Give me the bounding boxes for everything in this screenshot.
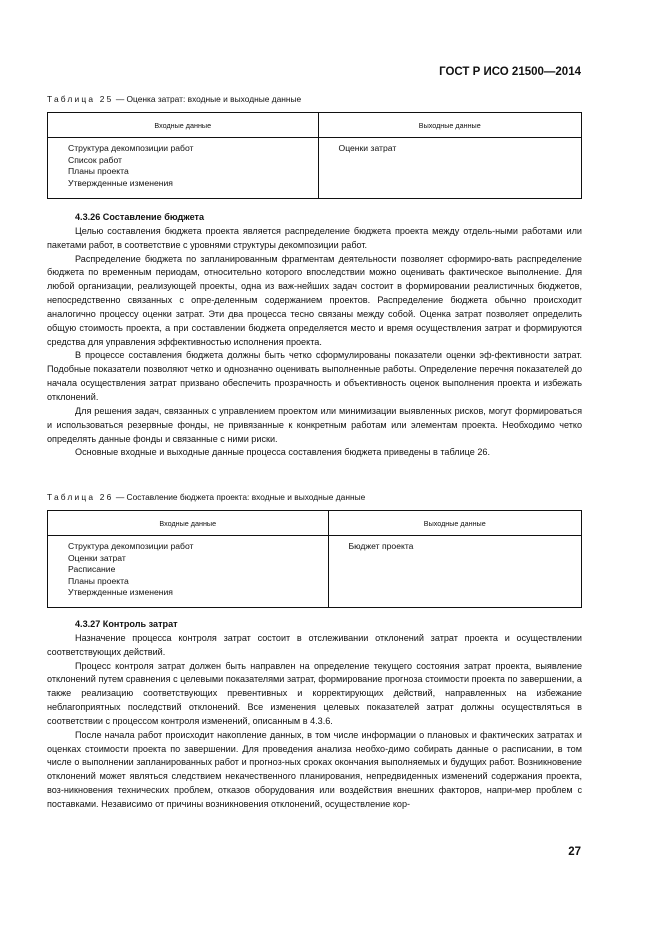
list-item: Оценки затрат [68, 552, 126, 563]
list-item: Утвержденные изменения [68, 177, 173, 188]
outputs-cell [328, 536, 582, 608]
list-item: Структура декомпозиции работ [68, 541, 194, 551]
table-25 [47, 112, 582, 199]
inputs-cell [48, 536, 329, 608]
table-26 [47, 510, 582, 608]
section-4-3-27 [47, 618, 582, 812]
list-item: Список работ [68, 154, 122, 165]
table-row [48, 536, 582, 608]
paragraph: Целью составления бюджета проекта является распределение бюджета проекта между отдель-ными работами или пакетами работ, в соответствие с уровнями структуры декомпозиции работ. [47, 225, 582, 250]
paragraph: В процессе составления бюджета должны быть четко сформулированы показатели оценки эф-фективности затрат. Подобные показатели позволяют четко и однозначно оценивать выполненные работы. Определение перечня показателей до начала осуществления затрат призвано обеспечить прозрачность и объективность оценок выполнения проекта и избежать отклонений. [47, 350, 582, 402]
list-item: Оценки затрат [338, 143, 397, 153]
column-header-inputs: Входные данные [48, 113, 319, 138]
table-25-title: — Оценка затрат: входные и выходные данные [115, 94, 302, 104]
inputs-cell [48, 138, 319, 199]
list-item: Бюджет проекта [348, 541, 414, 551]
paragraph: После начала работ происходит накопление данных, в том числе информации о плановых и фактических затратах и оценках стоимости проекта по завершении. Для проведения анализа необхо-димо собирать данные о расписании, в том числе о выполнении запланированных работ и прогноз-ных сроках окончания выполняемых и будущих работ. Возникновение отклонений может являться следствием некачественного планирования, непредвиденных изменений содержания проекта, воз-никновения технических проблем, отказов оборудования или воздействия внешних факторов, напри-мер проблем с поставками. Независимо от причины возникновения отклонений, осуществление кор- [47, 729, 582, 809]
section-heading: 4.3.27 Контроль затрат [75, 619, 178, 629]
list-item: Структура декомпозиции работ [68, 143, 194, 153]
section-4-3-26 [47, 211, 582, 460]
column-header-outputs: Выходные данные [328, 511, 582, 536]
paragraph: Основные входные и выходные данные процесса составления бюджета приведены в таблице 26. [75, 447, 491, 458]
table-25-label: Таблица 25 [47, 94, 114, 104]
paragraph: Процесс контроля затрат должен быть направлен на определение текущего состояния затрат проекта, выявление отклонений путем сравнения с целевыми показателями затрат, формирование прогноза стоимости проекта по завершении, а также реализацию соответствующих превентивных и корректирующих действий, направленных на избежание неблагоприятных последствий отклонений. Все изменения целевых показателей затрат должны осуществляться в соответствии с процессом контроля изменений, описанным в 4.3.6. [47, 660, 582, 726]
standard-header: ГОСТ Р ИСО 21500—2014 [439, 66, 581, 78]
paragraph: Для решения задач, связанных с управлением проектом или минимизации выявленных рисков, могут формироваться и использоваться резервные фонды, не привязанные к конкретным работам или элементам проекта. Необходимо четко определять данные фонды и связанные с ними риски. [47, 405, 582, 444]
paragraph: Распределение бюджета по запланированным фрагментам деятельности позволяет сформиро-вать распределение бюджета по временным периодам, относительно которого впоследствии можно оценивать фактическое выполнение. Для любой организации, реализующей проекты, одна из важ-нейших задач состоит в формировании реалистичных бюджетов, непосредственно связанных с опре-деленным содержанием проектов. Распределение бюджета обычно происходит аналогично процессу оценки затрат. Эти два процесса тесно связаны между собой. Оценка затрат позволяет определить общую стоимость проекта, а при составлении бюджета определяется место и время осуществления затрат и формируются средства для управления эффективностью исполнения проекта. [47, 253, 582, 347]
list-item: Утвержденные изменения [68, 587, 173, 598]
list-item: Расписание [68, 564, 116, 575]
table-header-row [48, 511, 582, 536]
table-row [48, 138, 582, 199]
list-item: Планы проекта [68, 575, 129, 586]
outputs-cell [318, 138, 581, 199]
table-25-caption [47, 94, 301, 104]
table-header-row [48, 113, 582, 138]
table-26-label: Таблица 26 [47, 492, 114, 502]
table-26-title: — Составление бюджета проекта: входные и выходные данные [115, 492, 366, 502]
section-heading: 4.3.26 Составление бюджета [75, 212, 205, 222]
table-26-caption [47, 492, 365, 502]
column-header-outputs: Выходные данные [318, 113, 581, 138]
paragraph: Назначение процесса контроля затрат состоит в отслеживании отклонений затрат проекта и осуществлении соответствующих действий. [47, 632, 582, 657]
list-item: Планы проекта [68, 166, 129, 177]
column-header-inputs: Входные данные [48, 511, 329, 536]
page-number: 27 [568, 846, 581, 858]
